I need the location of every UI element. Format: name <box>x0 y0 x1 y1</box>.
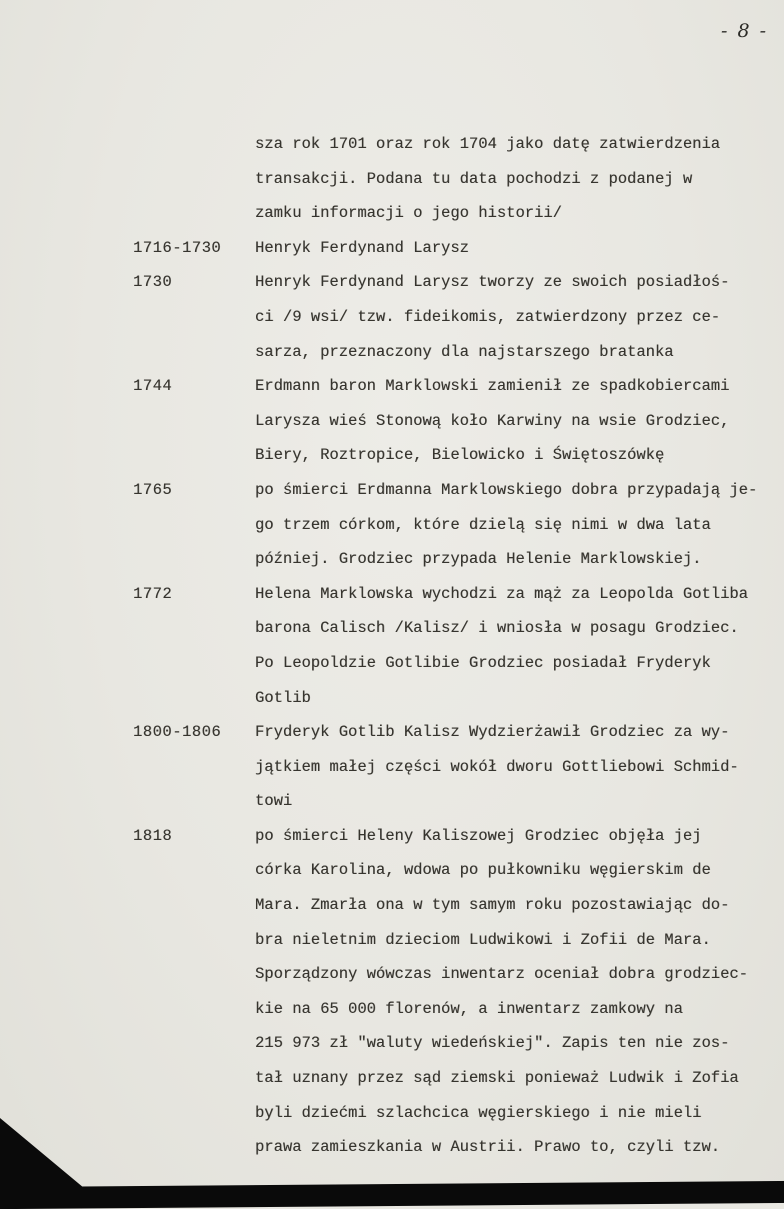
chronology-entry <box>133 577 770 715</box>
page-number: - 8 - <box>720 20 768 42</box>
text-line: Larysza wieś Stonową koło Karwiny na wsie Grodziec, <box>255 411 730 430</box>
text-line: prawa zamieszkania w Austrii. Prawo to, czyli tzw. <box>255 1138 721 1157</box>
text-line: bra nieletnim dzieciom Ludwikowi i Zofii de Mara. <box>255 930 711 949</box>
text-line: kie na 65 000 florenów, a inwentarz zamkowy na <box>255 999 683 1018</box>
text-line: go trzem córkom, które dzielą się nimi w dwa lata <box>255 515 711 534</box>
text-line: barona Calisch /Kalisz/ i wniosła w posagu Grodziec. <box>255 619 739 638</box>
chronology-entry <box>133 231 770 266</box>
entry-text <box>255 473 770 577</box>
text-line: córka Karolina, wdowa po pułkowniku węgierskim de <box>255 861 711 880</box>
chronology-entry <box>133 265 770 369</box>
chronology-entry <box>133 369 770 473</box>
text-line: Mara. Zmarła ona w tym samym roku pozostawiając do- <box>255 896 730 915</box>
text-line: transakcji. Podana tu data pochodzi z podanej w <box>255 169 693 188</box>
text-line: zamku informacji o jego historii/ <box>255 204 562 223</box>
text-line: ci /9 wsi/ tzw. fideikomis, zatwierdzony przez ce- <box>255 307 721 326</box>
text-line: sarza, przeznaczony dla najstarszego bratanka <box>255 342 674 361</box>
entry-year: 1800-1806 <box>133 723 222 742</box>
entry-year: 1744 <box>133 377 173 396</box>
chronology-entries <box>133 127 770 1165</box>
chronology-entry <box>133 127 770 231</box>
entry-year: 1716-1730 <box>133 238 222 257</box>
entry-text <box>255 127 770 231</box>
text-line: Gotlib <box>255 688 311 707</box>
chronology-entry <box>133 819 770 1165</box>
chronology-entry <box>133 473 770 577</box>
text-line: Po Leopoldzie Gotlibie Grodziec posiadał Fryderyk <box>255 653 711 672</box>
text-line: sza rok 1701 oraz rok 1704 jako datę zatwierdzenia <box>255 135 721 153</box>
entry-year: 1818 <box>133 826 173 845</box>
text-line: Helena Marklowska wychodzi za mąż za Leopolda Gotliba <box>255 584 748 603</box>
text-line: Biery, Roztropice, Bielowicko i Świętoszówkę <box>255 446 665 465</box>
text-line: Fryderyk Gotlib Kalisz Wydzierżawił Grodziec za wy- <box>255 723 730 742</box>
entry-text <box>255 265 770 369</box>
entry-text <box>255 577 770 715</box>
text-line: Henryk Ferdynand Larysz tworzy ze swoich posiadłoś- <box>255 273 730 292</box>
text-line: towi <box>255 792 293 811</box>
text-line: Sporządzony wówczas inwentarz oceniał dobra grodziec- <box>255 965 748 984</box>
entry-text <box>255 715 770 819</box>
entry-text <box>255 819 770 1165</box>
text-line: 215 973 zł "waluty wiedeńskiej". Zapis ten nie zos- <box>255 1034 730 1053</box>
entry-text <box>255 231 770 266</box>
text-line: byli dziećmi szlachcica węgierskiego i nie mieli <box>255 1103 702 1122</box>
text-line: tał uznany przez sąd ziemski ponieważ Ludwik i Zofia <box>255 1069 739 1088</box>
chronology-entry <box>133 715 770 819</box>
entry-text <box>255 369 770 473</box>
entry-year: 1772 <box>133 584 173 603</box>
text-line: po śmierci Erdmanna Marklowskiego dobra przypadają je- <box>255 480 758 499</box>
text-line: później. Grodziec przypada Helenie Marklowskiej. <box>255 550 702 569</box>
entry-year: 1765 <box>133 480 173 499</box>
entry-year: 1730 <box>133 273 173 292</box>
text-line: Henryk Ferdynand Larysz <box>255 238 469 257</box>
text-line: po śmierci Heleny Kaliszowej Grodziec objęła jej <box>255 826 702 845</box>
text-line: Erdmann baron Marklowski zamienił ze spadkobiercami <box>255 377 730 396</box>
text-line: jątkiem małej części wokół dworu Gottliebowi Schmid- <box>255 757 739 776</box>
